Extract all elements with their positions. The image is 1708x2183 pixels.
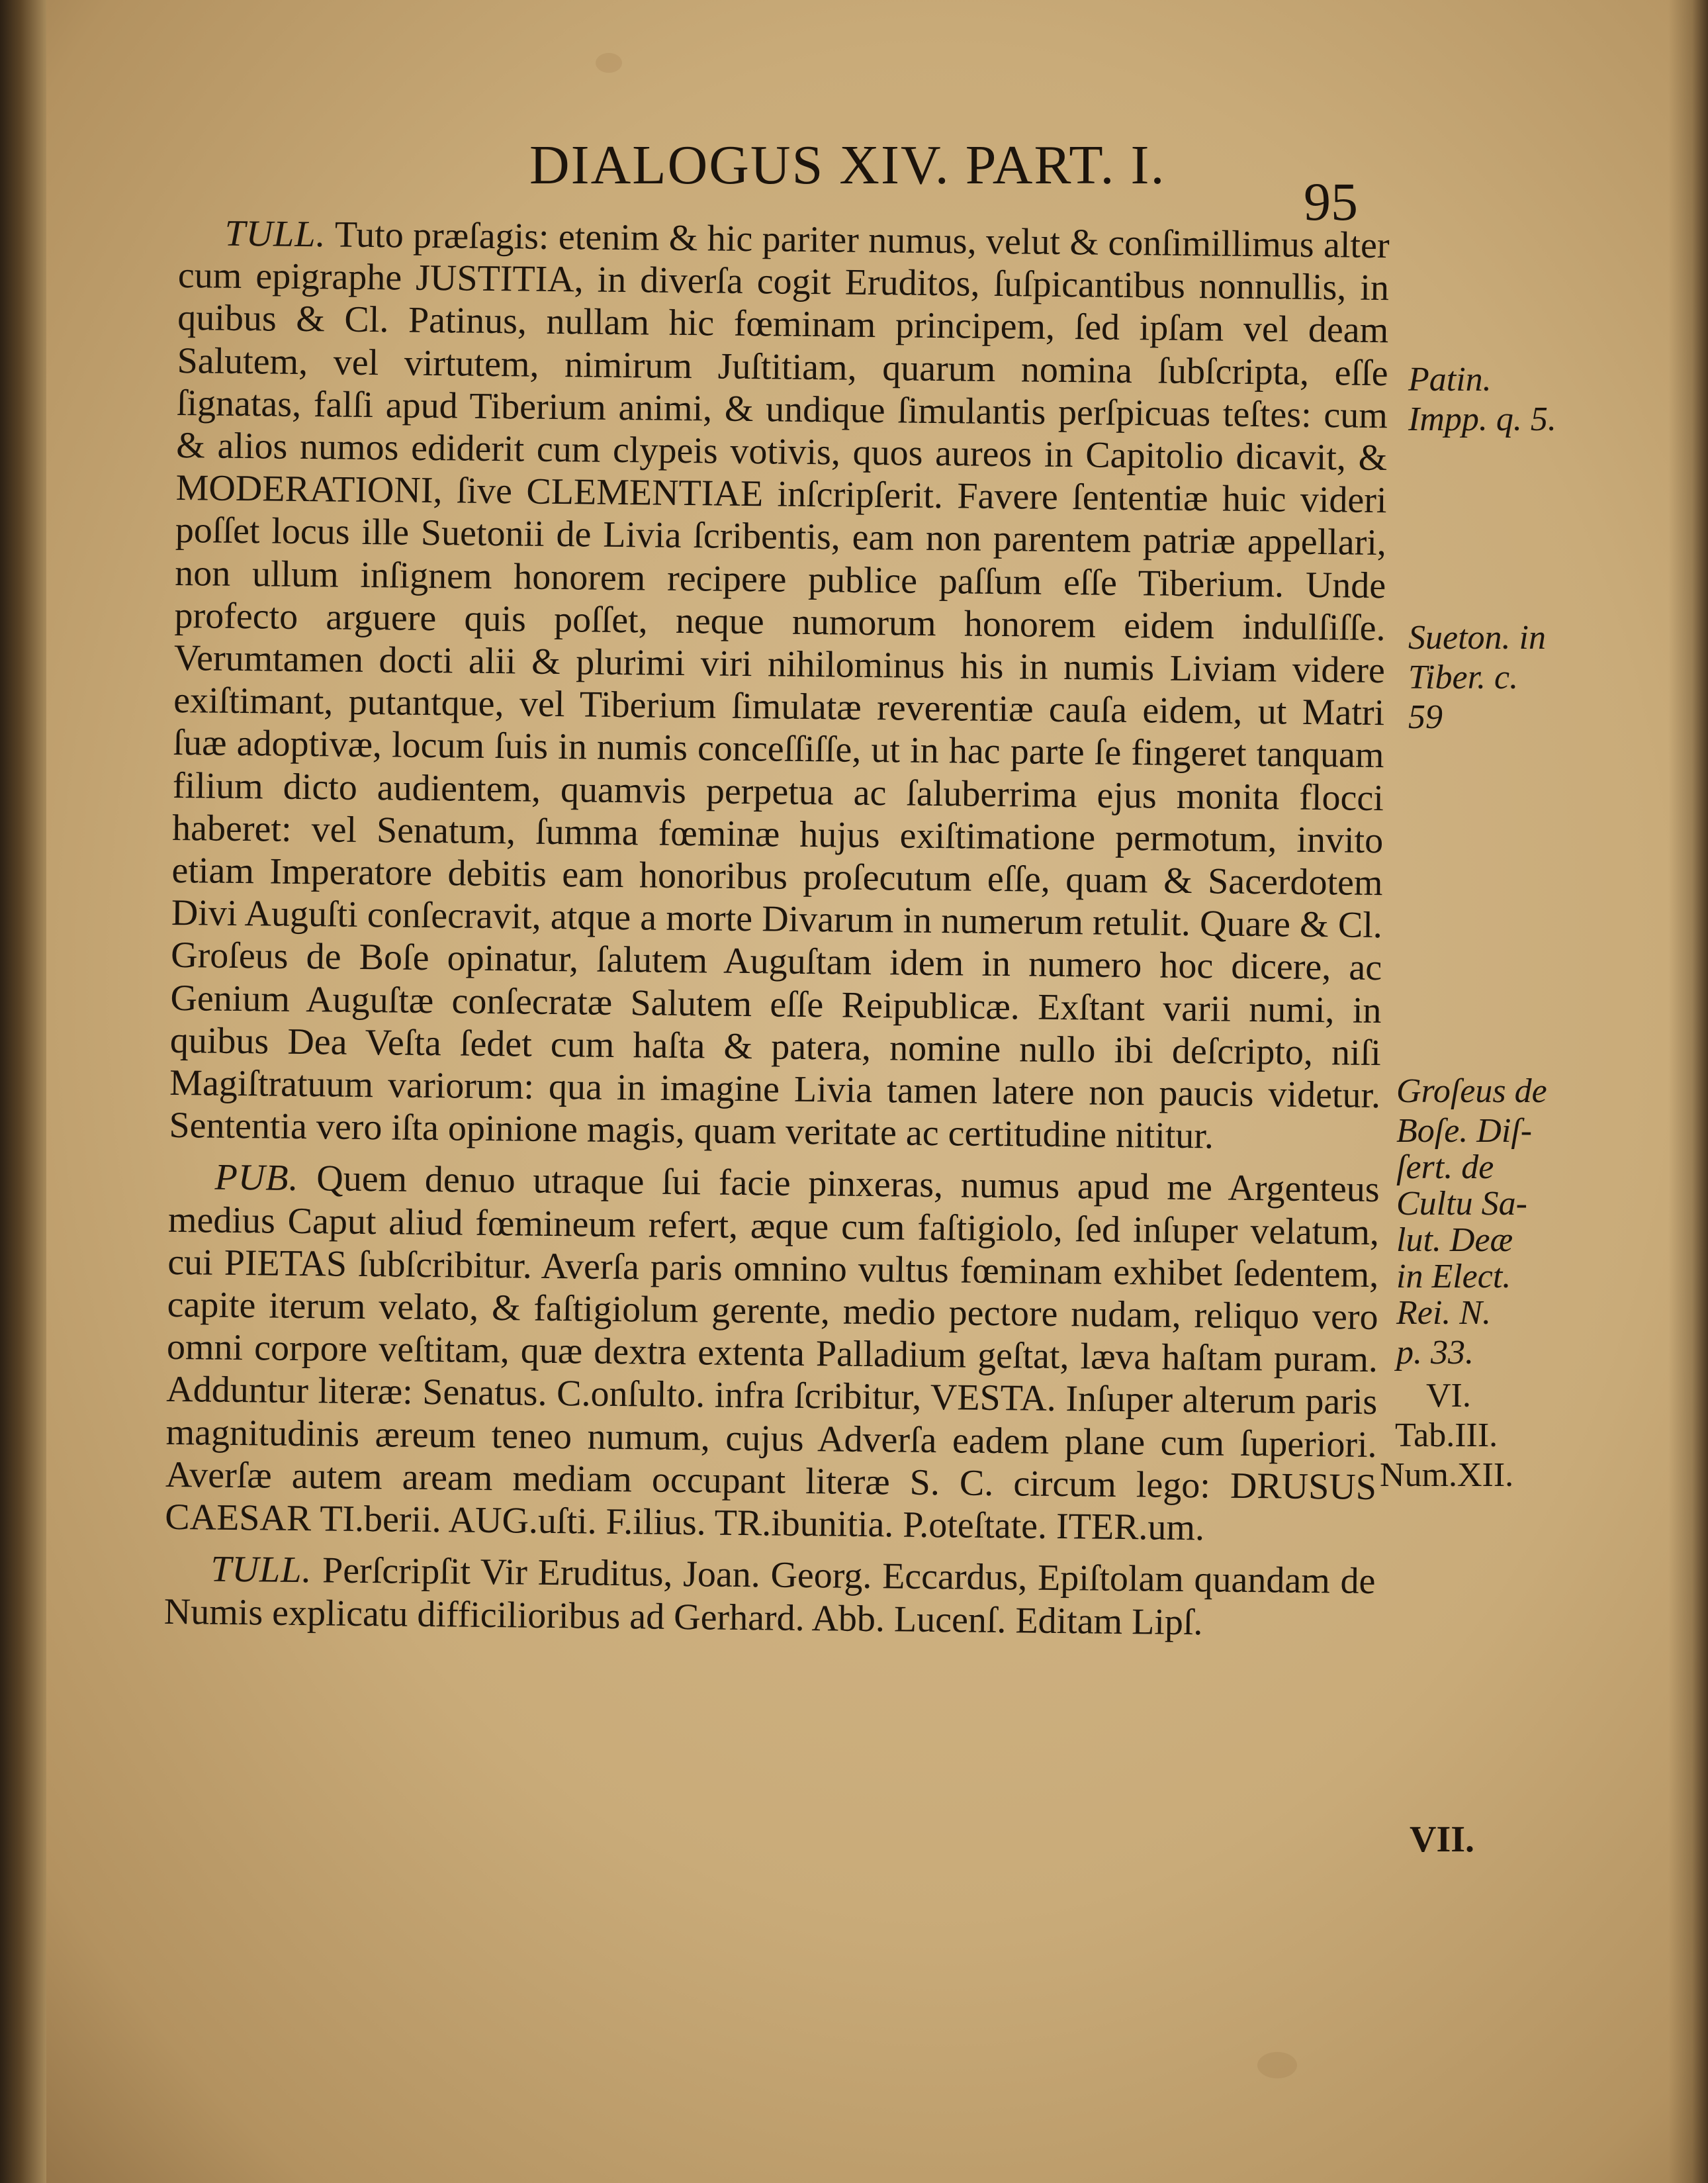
margin-note: ſert. de [1396,1148,1494,1186]
foxing-spot [596,53,622,73]
speaker-label: TULL. [224,212,326,255]
margin-note: in Elect. [1396,1258,1511,1295]
speaker-label: PUB. [214,1157,299,1199]
plate-reference: VII. [1410,1819,1475,1860]
plate-reference: Tab.III. [1395,1417,1498,1454]
paragraph [169,212,1390,1160]
margin-note: Boſe. Diſ- [1396,1112,1533,1150]
paragraph-text: Perſcripſit Vir Eruditus, Joan. Georg. Eccardus, Epiſtolam quandam de Numis explicatu difficilioribus ad Gerhard. Abb. Lucenſ. Editam Lipſ. [163,1550,1376,1643]
foxing-spot [1257,2052,1297,2078]
book-gutter [0,0,46,2183]
page-edge [1668,0,1708,2183]
margin-note: Tiber. c. [1408,659,1519,696]
main-text [160,212,1390,2012]
margin-note: lut. Deæ [1396,1221,1513,1259]
paragraph-text: Tuto præſagis: etenim & hic pariter numus, velut & conſimillimus alter cum epigraphe JUSTITIA, in diverſa cogit Eruditos, ſuſpicantibus nonnullis, in quibus & Cl. Patinus, nullam hic fœminam principem, ſed ipſam vel deam Salutem, vel virtutem, nimirum Juſtitiam, quarum nomina ſubſcripta, eſſe ſignatas, falſi apud Tiberium animi, & undique ſimulantis perſpicuas teſtes: cum & alios numos ediderit cum clypeis votivis, quos aureos in Capitolio dicavit, & MODERATIONI, ſive CLEMENTIAE inſcripſerit. Favere ſententiæ huic videri poſſet locus ille Suetonii de Livia ſcribentis, eam non parentem patriæ appellari, non ullum inſignem honorem recipere publice paſſum eſſe Tiberium. Unde profecto arguere quis poſſet, neque numorum honorem eidem indulſiſſe. Verumtamen docti alii & plurimi viri nihilominus his in numis Liviam videre exiſtimant, putantque, vel Tiberium ſimulatæ reverentiæ cauſa eidem, ut Matri ſuæ adoptivæ, locum ſuis in numis conceſſiſſe, ut in hac parte ſe fingeret tanquam filium dicto audientem, quamvis perpetua ac ſaluberrima ejus monita flocci haberet: vel Senatum, ſumma fœminæ hujus exiſtimatione permotum, invito etiam Imperatore debitis eam honoribus proſecutum eſſe, quam & Sacerdotem Divi Auguſti conſecravit, atque a morte Divarum in numerum retulit. Quare & Cl. Groſeus de Boſe opinatur, ſalutem Auguſtam idem in numero hoc dicere, ac Genium Auguſtæ conſecratæ Salutem eſſe Reipublicæ. Exſtant varii numi, in quibus Dea Veſta ſedet cum haſta & patera, nomine nullo ibi deſcripto, niſi Magiſtratuum variorum: qua in imagine Livia tamen latere non paucis videtur. Sententia vero iſta opinione magis, quam veritate ac certitudine nititur. [169,214,1390,1157]
margin-note: 59 [1408,698,1443,736]
paragraph [165,1156,1380,1551]
margin-note: Patin. [1408,361,1492,398]
margin-note: p. 33. [1396,1334,1474,1371]
paragraph-text: Quem denuo utraque ſui facie pinxeras, numus apud me Argenteus medius Caput aliud fœmineum refert, æque cum faſtigiolo, ſed inſuper velatum, cui PIETAS ſubſcribitur. Averſa paris omnino vultus fœminam exhibet ſedentem, capite iterum velato, & faſtigiolum gerente, medio pectore nudam, reliquo vero omni corpore veſtitam, quæ dextra extenta Palladium geſtat, læva haſtam puram. Adduntur literæ: Senatus. C.onſulto. infra ſcribitur, VESTA. Inſuper alterum paris magnitudinis æreum teneo numum, cujus Adverſa eadem plane cum ſuperiori. Averſæ autem aream mediam occupant literæ S. C. circum lego: DRUSUS CAESAR TI.berii. AUG.uſti. F.ilius. TR.ibunitia. P.oteſtate. ITER.um. [165,1158,1380,1549]
running-header: DIALOGUS XIV. PART. I. [529,134,1166,196]
margin-note: Impp. q. 5. [1408,400,1556,438]
paragraph [164,1548,1376,1646]
plate-reference: VI. [1426,1377,1471,1415]
margin-note: Sueton. in [1408,619,1546,657]
margin-note: Rei. N. [1396,1294,1491,1332]
speaker-label: TULL. [210,1548,312,1591]
plate-reference: Num.XII. [1380,1456,1514,1494]
page-number: 95 [1304,171,1358,232]
margin-note: Cultu Sa- [1396,1185,1527,1223]
margin-note: Groſeus de [1396,1072,1547,1110]
